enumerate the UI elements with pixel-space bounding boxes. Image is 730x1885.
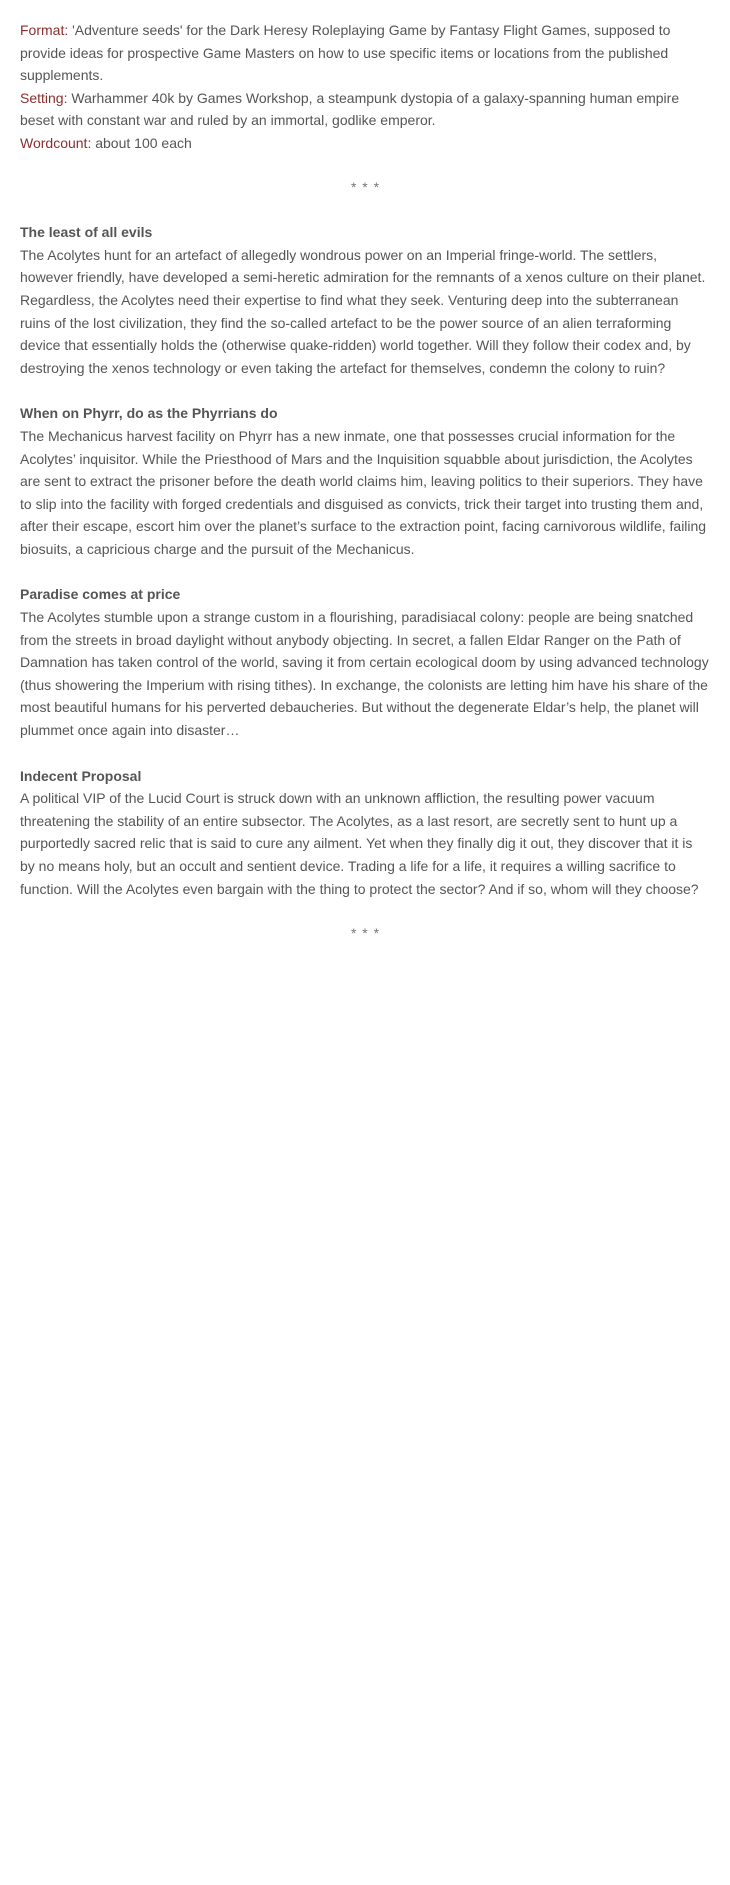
format-line bbox=[20, 19, 711, 87]
section-divider-top: * * * bbox=[350, 178, 381, 195]
adventure-seeds bbox=[20, 221, 711, 900]
setting-label: Setting: bbox=[20, 89, 68, 106]
seed-title: When on Phyrr, do as the Phyrrians do bbox=[20, 405, 278, 422]
wordcount-label: Wordcount: bbox=[20, 134, 92, 151]
seed-2 bbox=[20, 402, 711, 560]
seed-4 bbox=[20, 765, 711, 901]
format-text: 'Adventure seeds' for the Dark Heresy Roleplaying Game by Fantasy Flight Games, supposed to provide ideas for prospective Game Masters on how to use specific items or locations from the published supplements. bbox=[20, 22, 671, 84]
setting-line bbox=[20, 87, 711, 132]
seed-title: Indecent Proposal bbox=[20, 767, 142, 784]
document-meta bbox=[20, 19, 711, 155]
setting-text: Warhammer 40k by Games Workshop, a steampunk dystopia of a galaxy-spanning human empire beset with constant war and ruled by an immortal, godlike emperor. bbox=[20, 89, 680, 129]
section-divider-bottom: * * * bbox=[350, 925, 381, 942]
seed-body: The Acolytes stumble upon a strange custom in a flourishing, paradisiacal colony: people are being snatched from the streets in broad daylight without anybody objecting. In secret, a fallen Eldar Ranger on the Path of Damnation has taken control of the world, saving it from certain ecological doom by using advanced technology (thus showering the Imperium with rising tithes). In exchange, the colonists are letting him have his share of the most beautiful humans for his perverted debaucheries. But without the degenerate Eldar’s help, the planet will plummet once again into disaster… bbox=[20, 609, 709, 739]
format-label: Format: bbox=[20, 22, 69, 38]
seed-3 bbox=[20, 583, 711, 741]
wordcount-line bbox=[20, 132, 711, 155]
seed-body: The Mechanicus harvest facility on Phyrr has a new inmate, one that possesses crucial information for the Acolytes’ inquisitor. While the Priesthood of Mars and the Inquisition squabble about jurisdiction, the Acolytes are sent to extract the prisoner before the death world claims him, leaving politics to their superiors. They have to slip into the facility with forged credentials and disguised as convicts, trick their target into trusting them and, after their escape, escort him over the planet’s surface to the extraction point, facing carnivorous wildlife, failing biosuits, a capricious charge and the pursuit of the Mechanicus. bbox=[20, 427, 707, 557]
wordcount-text: about 100 each bbox=[91, 134, 192, 151]
seed-1 bbox=[20, 221, 711, 379]
seed-body: The Acolytes hunt for an artefact of allegedly wondrous power on an Imperial fringe-world. The settlers, however friendly, have developed a semi-heretic admiration for the remnants of a xenos culture on their planet. Regardless, the Acolytes need their expertise to find what they seek. Venturing deep into the subterranean ruins of the lost civilization, they find the so-called artefact to be the power source of an alien terraforming device that essentially holds the (otherwise quake-ridden) world together. Will they follow their codex and, by destroying the xenos technology or even taking the artefact for themselves, condemn the colony to ruin? bbox=[20, 246, 706, 376]
seed-body: A political VIP of the Lucid Court is struck down with an unknown affliction, the resulting power vacuum threatening the stability of an entire subsector. The Acolytes, as a last resort, are secretly sent to hunt up a purportedly sacred relic that is said to cure any ailment. Yet when they finally dig it out, they discover that it is by no means holy, but an occult and sentient device. Trading a life for a life, it requires a willing sacrifice to function. Will the Acolytes even bargain with the thing to protect the sector? And if so, whom will they choose? bbox=[20, 790, 699, 897]
seed-title: Paradise comes at price bbox=[20, 586, 181, 603]
seed-title: The least of all evils bbox=[20, 224, 153, 241]
